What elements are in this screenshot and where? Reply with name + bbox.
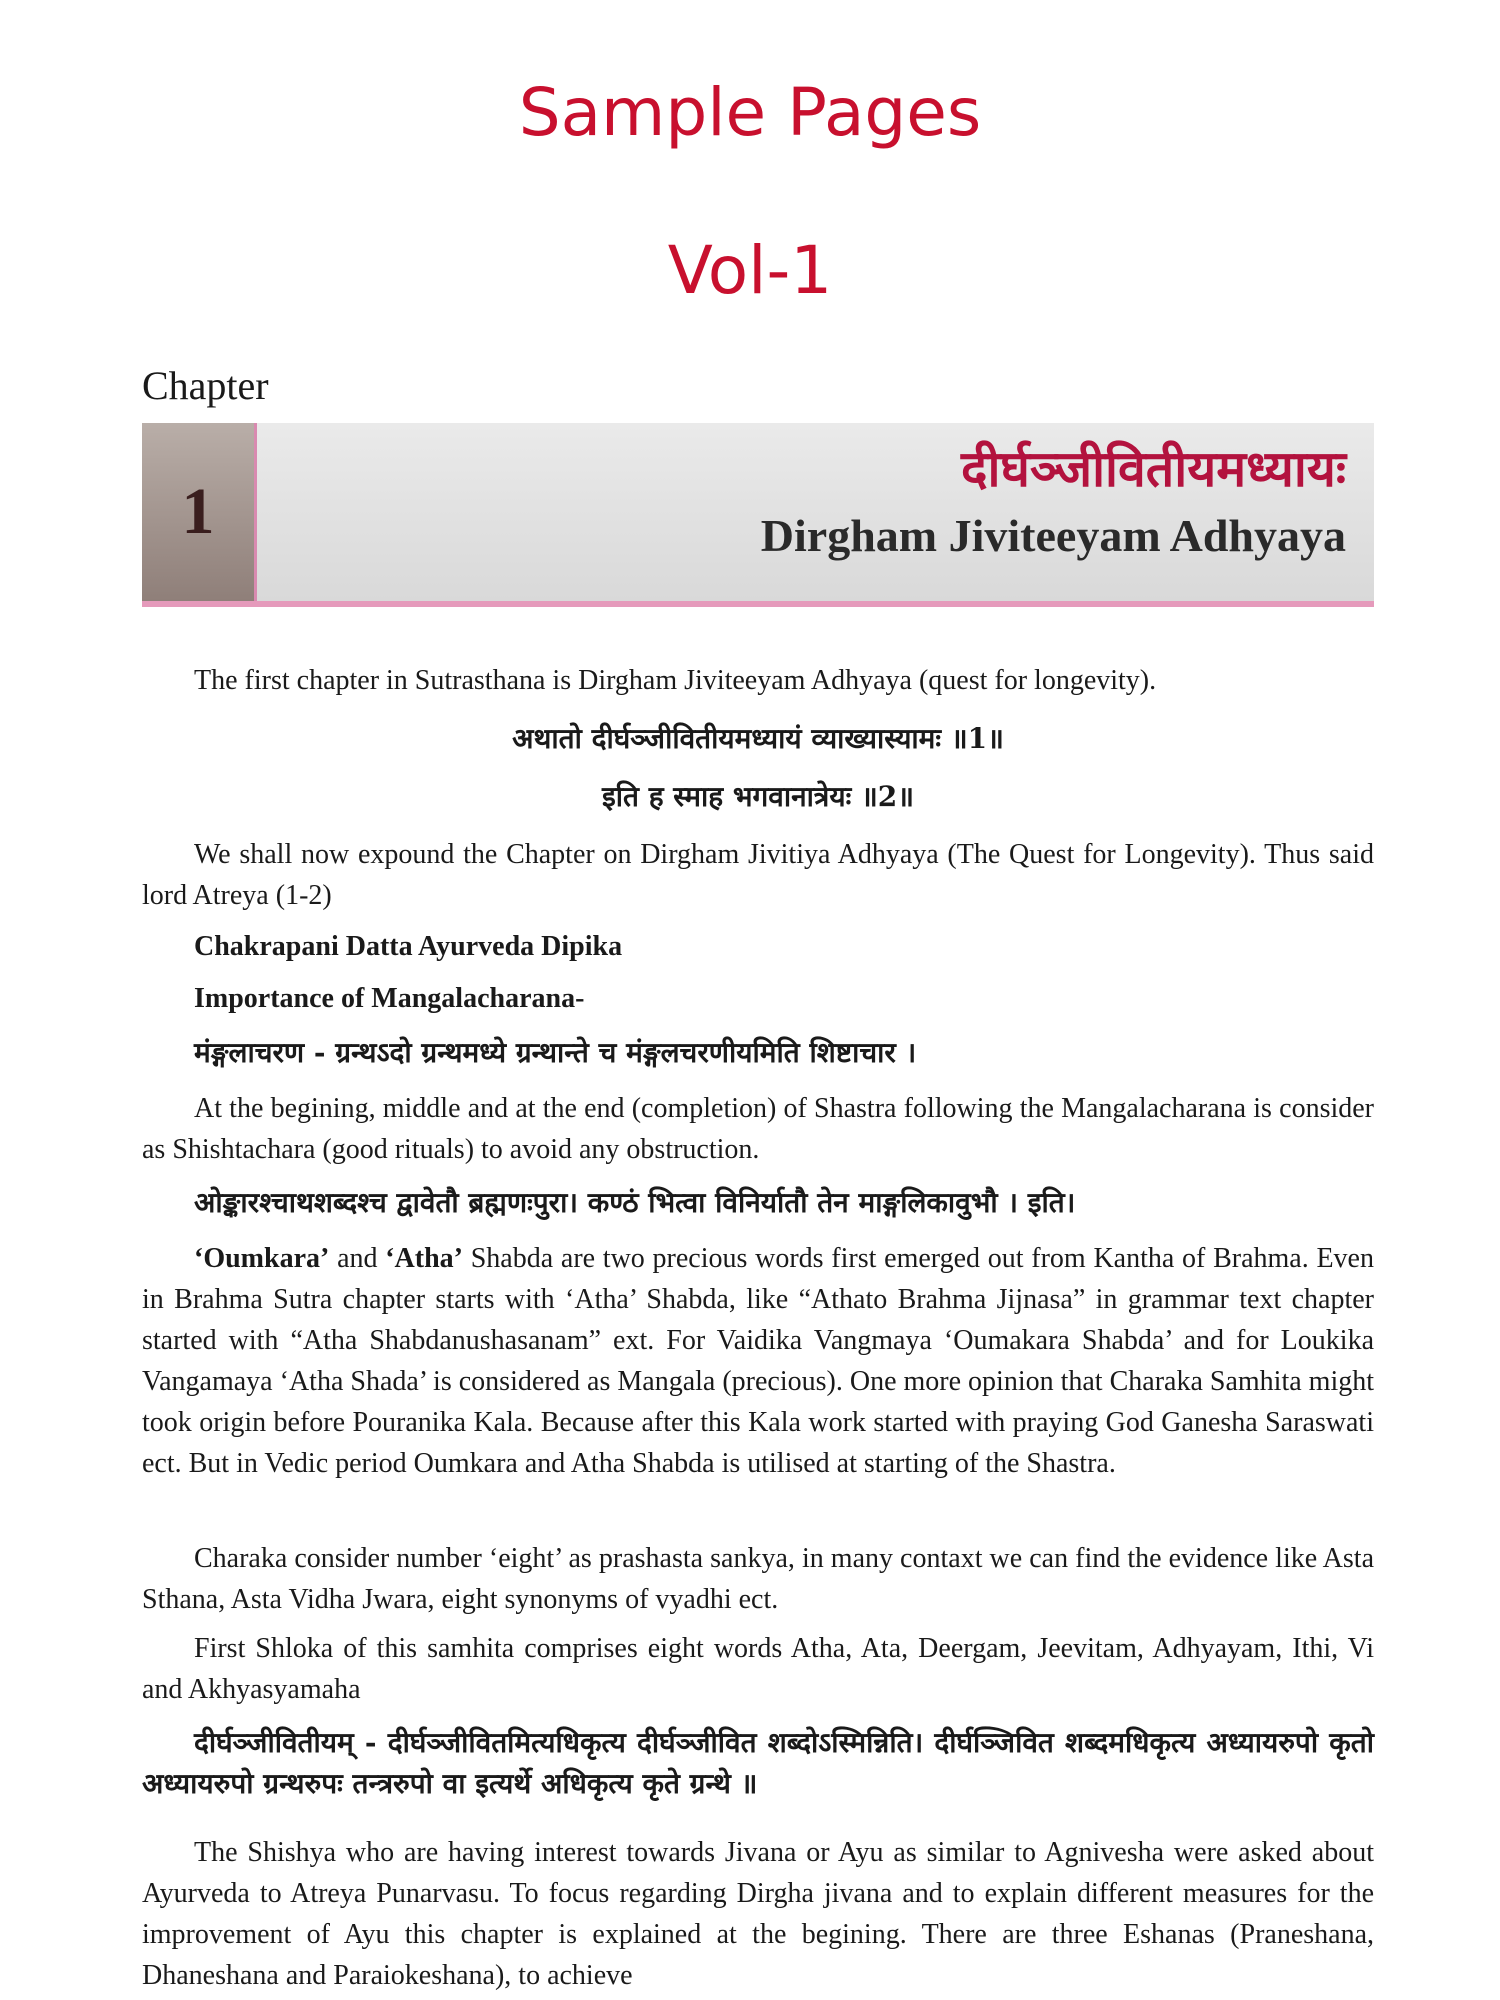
- verse-3: मंङ्गलाचरण - ग्रन्थऽदो ग्रन्थमध्ये ग्रन्थान्ते च मंङ्गलचरणीयमिति शिष्टाचार ।: [194, 1036, 917, 1069]
- subheading-mangalacharana: Importance of Mangalacharana-: [194, 983, 585, 1014]
- chapter-number: 1: [181, 475, 215, 548]
- paragraph-first-shloka: First Shloka of this samhita comprises eight words Atha, Ata, Deergam, Jeevitam, Adhyayam, Ithi, Vi and Akhyasyamaha: [142, 1633, 1374, 1705]
- verse-2: इति ह स्माह भगवानात्रेयः ॥2॥: [601, 780, 915, 813]
- chapter-title-english: Dirgham Jiviteeyam Adhyaya: [760, 510, 1346, 561]
- verse-1: अथातो दीर्घञ्जीवितीयमध्यायं व्याख्यास्यामः ॥1॥: [512, 722, 1004, 755]
- text-and: and: [329, 1243, 386, 1274]
- commentary-heading: Chakrapani Datta Ayurveda Dipika: [194, 931, 623, 962]
- chapter-heading-band: [142, 423, 1374, 607]
- verse-4: ओङ्कारश्चाथशब्दश्च द्वावेतौ ब्रह्मणःपुरा। कण्ठं भित्वा विनिर्यातौ तेन माङ्गलिकावुभौ । इति।: [194, 1186, 1076, 1219]
- paragraph-shishya: The Shishya who are having interest towards Jivana or Ayu as similar to Agnivesha were asked about Ayurveda to Atreya Punarvasu. To focus regarding Dirgha jivana and to explain different measures for the improvement of Ayu this chapter is explained at the begining. There are three Eshanas (Praneshana, Dhaneshana and Paraiokeshana), to achieve: [142, 1837, 1374, 1991]
- term-oumkara: ‘Oumkara’: [194, 1243, 330, 1274]
- translation-paragraph: We shall now expound the Chapter on Dirgham Jivitiya Adhyaya (The Quest for Longevity). Thus said lord Atreya (1-2): [142, 839, 1374, 911]
- chapter-number-box: [142, 423, 257, 601]
- volume-label: Vol-1: [667, 232, 833, 309]
- verse-5: दीर्घञ्जीवितीयम् - दीर्घञ्जीवितमित्यधिकृत्य दीर्घञ्जीवित शब्दोऽस्मिन्निति। दीर्घञ्जिवित शब्दमधिकृत्य अध्यायरुपो कृतो अध्यायरुपो ग्रन्थरुपः तन्त्ररुपो वा इत्यर्थे अधिकृत्य कृते ग्रन्थे ॥: [142, 1726, 1374, 1800]
- paragraph-mangalacharana: At the begining, middle and at the end (completion) of Shastra following the Mangalacharana is consider as Shishtachara (good rituals) to avoid any obstruction.: [142, 1093, 1374, 1165]
- paragraph-oumkara-rest: Shabda are two precious words first emerged out from Kantha of Brahma. Even in Brahma Sutra chapter starts with ‘Atha’ Shabda, like “Athato Brahma Jijnasa” in grammar text chapter started with “Atha Shabdanushasanam” ext. For Vaidika Vangmaya ‘Oumakara Shabda’ and for Loukika Vangamaya ‘Atha Shada’ is considered as Mangala (precious). One more opinion that Charaka Samhita might took origin before Pouranika Kala. Because after this Kala work started with praying God Ganesha Saraswati ect. But in Vedic period Oumkara and Atha Shabda is utilised at starting of the Shastra.: [142, 1243, 1374, 1479]
- chapter-title-sanskrit: दीर्घञ्जीवितीयमध्यायः: [960, 439, 1346, 498]
- chapter-label: Chapter: [142, 363, 269, 408]
- paragraph-eight: Charaka consider number ‘eight’ as prashasta sankya, in many contaxt we can find the evidence like Asta Sthana, Asta Vidha Jwara, eight synonyms of vyadhi ect.: [142, 1543, 1374, 1615]
- term-atha: ‘Atha’: [385, 1243, 463, 1274]
- paragraph-oumkara: [142, 1238, 1374, 1484]
- intro-paragraph: The first chapter in Sutrasthana is Dirgham Jiviteeyam Adhyaya (quest for longevity).: [194, 665, 1157, 696]
- sample-pages-title: Sample Pages: [518, 74, 982, 151]
